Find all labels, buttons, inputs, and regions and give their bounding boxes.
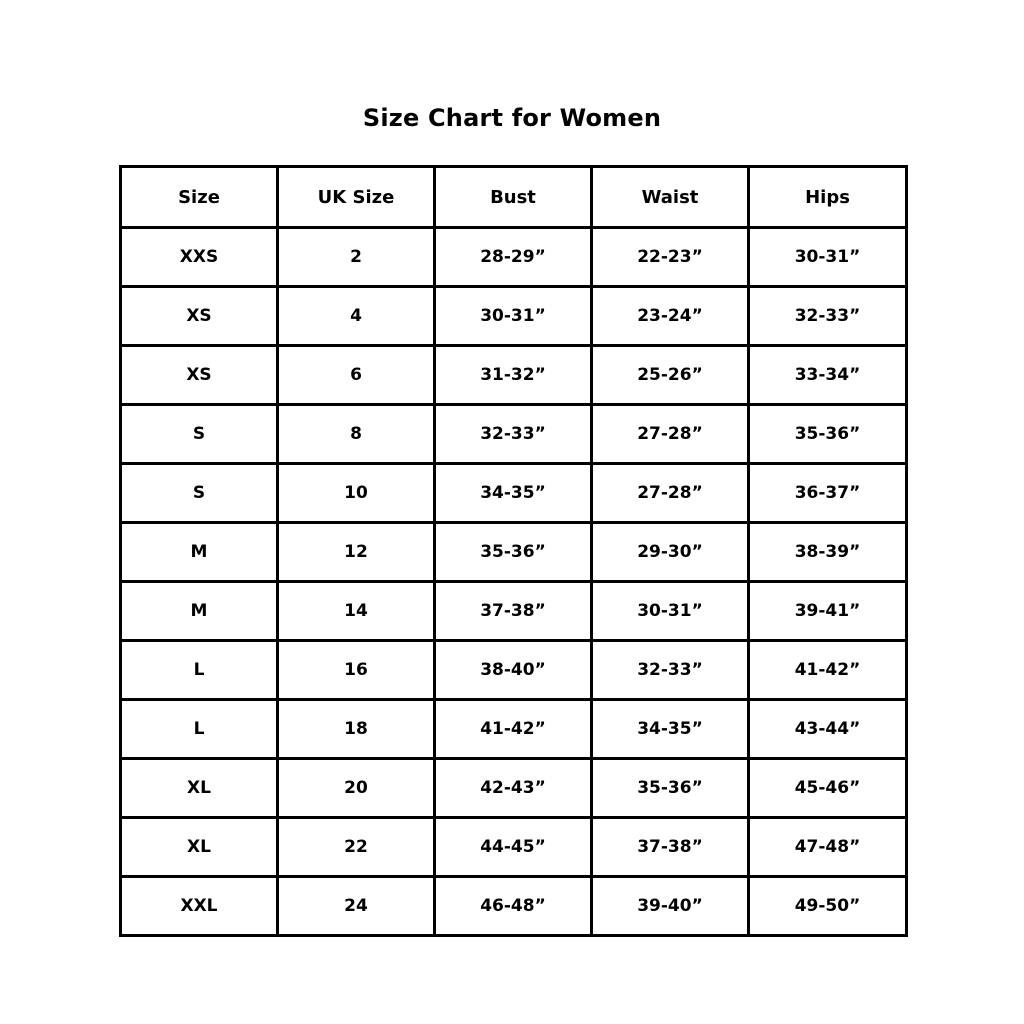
cell-bust: 31-32” (435, 346, 592, 405)
cell-hips: 38-39” (749, 523, 907, 582)
size-chart-table-wrapper (119, 165, 905, 937)
column-header-waist: Waist (592, 167, 749, 228)
cell-size: XXS (121, 228, 278, 287)
table-row (121, 759, 907, 818)
table-row (121, 582, 907, 641)
cell-waist: 27-28” (592, 405, 749, 464)
cell-uk: 4 (278, 287, 435, 346)
cell-hips: 35-36” (749, 405, 907, 464)
cell-uk: 18 (278, 700, 435, 759)
cell-bust: 38-40” (435, 641, 592, 700)
cell-waist: 22-23” (592, 228, 749, 287)
column-header-size: Size (121, 167, 278, 228)
table-row (121, 287, 907, 346)
cell-size: XL (121, 759, 278, 818)
table-row (121, 877, 907, 936)
table-row (121, 818, 907, 877)
cell-bust: 41-42” (435, 700, 592, 759)
cell-hips: 36-37” (749, 464, 907, 523)
cell-size: XL (121, 818, 278, 877)
cell-bust: 30-31” (435, 287, 592, 346)
cell-uk: 14 (278, 582, 435, 641)
size-chart-table (119, 165, 908, 937)
table-row (121, 346, 907, 405)
cell-bust: 46-48” (435, 877, 592, 936)
cell-hips: 43-44” (749, 700, 907, 759)
cell-hips: 32-33” (749, 287, 907, 346)
cell-bust: 35-36” (435, 523, 592, 582)
cell-waist: 37-38” (592, 818, 749, 877)
table-row (121, 700, 907, 759)
cell-hips: 47-48” (749, 818, 907, 877)
column-header-bust: Bust (435, 167, 592, 228)
cell-waist: 29-30” (592, 523, 749, 582)
cell-size: M (121, 523, 278, 582)
cell-hips: 33-34” (749, 346, 907, 405)
cell-uk: 8 (278, 405, 435, 464)
cell-waist: 25-26” (592, 346, 749, 405)
cell-waist: 34-35” (592, 700, 749, 759)
cell-waist: 23-24” (592, 287, 749, 346)
table-row (121, 405, 907, 464)
cell-size: S (121, 405, 278, 464)
cell-uk: 10 (278, 464, 435, 523)
cell-uk: 22 (278, 818, 435, 877)
table-header-row (121, 167, 907, 228)
cell-size: L (121, 641, 278, 700)
cell-waist: 39-40” (592, 877, 749, 936)
cell-uk: 24 (278, 877, 435, 936)
cell-size: S (121, 464, 278, 523)
cell-waist: 30-31” (592, 582, 749, 641)
table-row (121, 641, 907, 700)
page-title: Size Chart for Women (362, 104, 662, 132)
cell-bust: 37-38” (435, 582, 592, 641)
table-row (121, 523, 907, 582)
cell-hips: 45-46” (749, 759, 907, 818)
cell-hips: 39-41” (749, 582, 907, 641)
cell-uk: 6 (278, 346, 435, 405)
column-header-uk-size: UK Size (278, 167, 435, 228)
table-row (121, 228, 907, 287)
cell-hips: 49-50” (749, 877, 907, 936)
cell-waist: 32-33” (592, 641, 749, 700)
cell-size: L (121, 700, 278, 759)
cell-size: XS (121, 346, 278, 405)
cell-size: XS (121, 287, 278, 346)
cell-uk: 12 (278, 523, 435, 582)
cell-bust: 28-29” (435, 228, 592, 287)
cell-uk: 20 (278, 759, 435, 818)
cell-hips: 30-31” (749, 228, 907, 287)
cell-bust: 44-45” (435, 818, 592, 877)
cell-size: XXL (121, 877, 278, 936)
cell-hips: 41-42” (749, 641, 907, 700)
cell-waist: 27-28” (592, 464, 749, 523)
column-header-hips: Hips (749, 167, 907, 228)
cell-waist: 35-36” (592, 759, 749, 818)
cell-uk: 16 (278, 641, 435, 700)
cell-bust: 42-43” (435, 759, 592, 818)
cell-bust: 34-35” (435, 464, 592, 523)
cell-uk: 2 (278, 228, 435, 287)
cell-bust: 32-33” (435, 405, 592, 464)
cell-size: M (121, 582, 278, 641)
table-row (121, 464, 907, 523)
